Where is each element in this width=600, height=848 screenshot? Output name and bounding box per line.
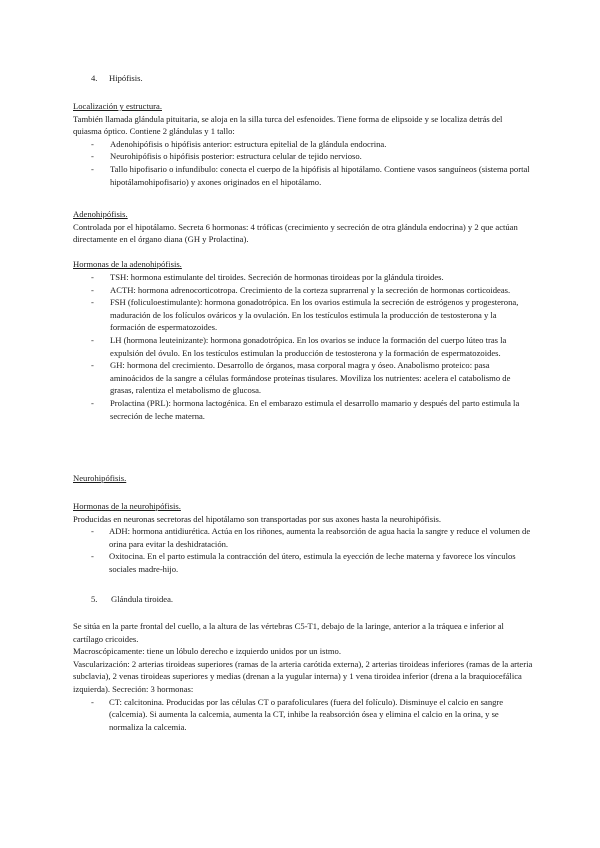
- list-item: - Adenohipófisis o hipófisis anterior: estructura epitelial de la glándula endocrina.: [91, 138, 387, 149]
- dash-bullet: -: [91, 696, 94, 707]
- list-item: - FSH (foliculoestimulante): hormona gonadotrópica. En los ovarios estimula la secreción de estrógenos y progesterona, maduración de los folículos ováricos y la ovulación. En los testículos estimula la producción de testosterona y la formación de espermatozoides.: [91, 297, 519, 333]
- dash-bullet: -: [91, 360, 94, 371]
- dash-bullet: -: [91, 272, 94, 283]
- adenohipofisis-block: [73, 208, 533, 246]
- adenohipofisis-text: Controlada por el hipotálamo. Secreta 6 hormonas: 4 tróficas (crecimiento y secreción de otra glándula endocrina) y 2 que actúan directamente en el órgano diana (GH y Prolactina).: [73, 221, 518, 245]
- localizacion-text: También llamada glándula pituitaria, se aloja en la silla turca del esfenoides. Tiene forma de elipsoide y se localiza detrás del quiasma óptico. Contiene 2 glándulas y 1 tallo:: [73, 113, 503, 137]
- tiroides-macro-text: Macroscópicamente: tiene un lóbulo derecho e izquierdo unidos por un istmo.: [73, 646, 342, 657]
- hormonas-neuro-heading: Hormonas de la neurohipófisis.: [73, 501, 181, 511]
- localizacion-heading: Localización y estructura.: [73, 101, 162, 111]
- hormonas-adeno-heading: Hormonas de la adenohipófisis.: [73, 259, 182, 269]
- section-4-title: Hipófisis.: [109, 73, 143, 83]
- hormonas-neuro-block: [73, 500, 533, 576]
- list-item: - ADH: hormona antidiurética. Actúa en los riñones, aumenta la reabsorción de agua hacia la sangre y reduce el volumen de orina para evitar la deshidratación.: [91, 526, 531, 549]
- list-item: - CT: calcitonina. Producidas por las células CT o parafoliculares (fuera del folículo). Disminuye el calcio en sangre (calcemia). Si aumenta la calcemia, aumenta la CT, inhibe la reabsorción ósea y elimina el calcio en la orina, y se normaliza la calcemia.: [91, 696, 504, 732]
- dash-bullet: -: [91, 138, 94, 149]
- dash-bullet: -: [91, 284, 94, 295]
- tiroides-location-text: Se sitúa en la parte frontal del cuello, a la altura de las vértebras C5-T1, debajo de la laringe, anterior a la tráquea e inferior al cartílago cricoides.: [73, 621, 504, 644]
- list-item: - Tallo hipofisario o infundibulo: conecta el cuerpo de la hipófisis al hipotálamo. Contiene vasos sanguíneos (sistema portal hipotálamohipofisario) y axones originados en el hipotálamo.: [91, 163, 530, 187]
- dash-bullet: -: [91, 398, 94, 409]
- tiroides-vascular-text: Vascularización: 2 arterias tiroideas superiores (ramas de la arteria carótida externa), 2 arterias tiroideas inferiores (ramas de la arteria subclavia), 2 venas tiroideas superiores y medias (drenan a la yugular interna) y 1 vena tiroidea inferior (drena a la braquiocefálica izquierda). Secreción: 3 hormonas:: [73, 658, 533, 694]
- dash-bullet: -: [91, 551, 94, 562]
- dash-bullet: -: [91, 526, 94, 537]
- localizacion-block: [73, 100, 533, 188]
- section-5-title: Glándula tiroidea.: [111, 594, 174, 604]
- tiroides-block: [73, 620, 533, 733]
- neurohipofisis-block: [73, 472, 533, 485]
- list-item: - GH: hormona del crecimiento. Desarrollo de órganos, masa corporal magra y óseo. Anabolismo proteico: pasa aminoácidos de la sangre a células formándose proteínas tisulares. Moviliza los nutrientes: acelera el catabolismo de grasas, ralentiza el metabolismo de glucosa.: [91, 360, 511, 396]
- adenohipofisis-heading: Adenohipófisis.: [73, 209, 128, 219]
- dash-bullet: -: [91, 163, 94, 174]
- list-item: - TSH: hormona estimulante del tiroides. Secreción de hormonas tiroideas por la glándula tiroides.: [91, 272, 444, 283]
- list-item: - LH (hormona leuteinizante): hormona gonadotrópica. En los ovarios se induce la formación del cuerpo lúteo tras la expulsión del óvulo. En los testículos estimulan la producción de testosterona y la formación de espermatozoides.: [91, 335, 507, 358]
- hormonas-neuro-text: Producidas en neuronas secretoras del hipotálamo son transportadas por sus axones hasta la neurohipófisis.: [73, 513, 442, 524]
- dash-bullet: -: [91, 335, 94, 346]
- dash-bullet: -: [91, 151, 94, 162]
- hormonas-adeno-block: [73, 258, 533, 422]
- list-item: - Neurohipófisis o hipófisis posterior: estructura celular de tejido nervioso.: [91, 151, 362, 162]
- list-item: - Prolactina (PRL): hormona lactogénica. En el embarazo estimula el desarrollo mamario y después del parto estimula la secreción de leche materna.: [91, 398, 520, 421]
- section-4-number: 4.: [91, 73, 98, 83]
- list-item: - Oxitocina. En el parto estimula la contracción del útero, estimula la eyección de leche materna y favorece los vínculos sociales madre-hijo.: [91, 551, 516, 574]
- neurohipofisis-heading: Neurohipófisis.: [73, 473, 127, 483]
- dash-bullet: -: [91, 297, 94, 308]
- list-item: - ACTH: hormona adrenocorticotropa. Crecimiento de la corteza suprarrenal y la secreción de hormonas corticoideas.: [91, 284, 511, 295]
- section-5-number: 5.: [91, 594, 98, 604]
